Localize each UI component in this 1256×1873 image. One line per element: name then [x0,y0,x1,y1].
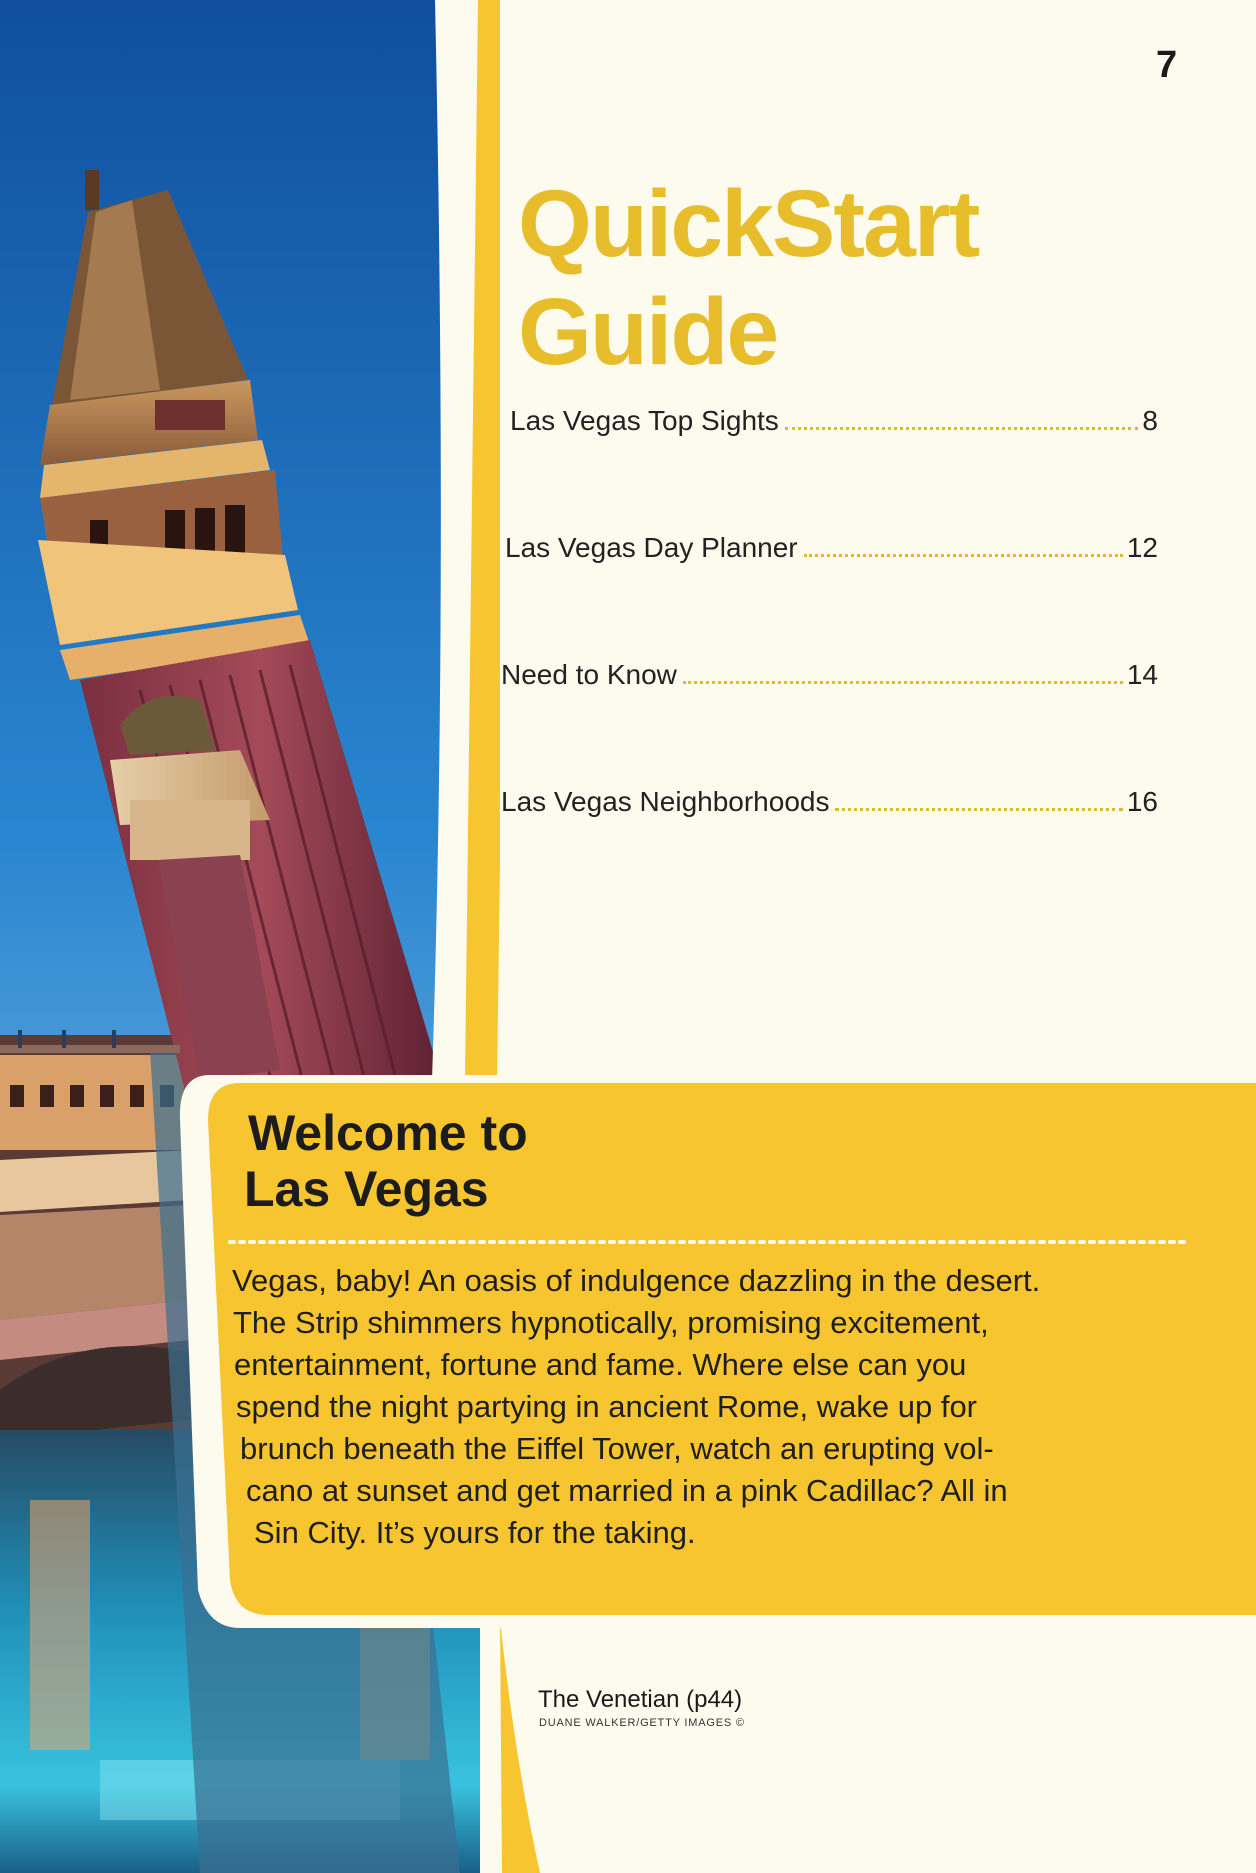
toc-entry-page: 8 [1142,405,1158,436]
welcome-line: spend the night partying in ancient Rome, wake up for [236,1389,978,1424]
toc-entry-page: 12 [1126,532,1158,563]
toc-entry-label: Las Vegas Day Planner [505,532,798,563]
welcome-line: brunch beneath the Eiffel Tower, watch an erupting vol- [240,1431,994,1466]
toc-entry-need-to-know[interactable] [501,659,1158,691]
page-title-line-1: QuickStart [518,171,979,277]
toc-entry-label: Las Vegas Neighborhoods [501,786,830,817]
toc-entry-top-sights[interactable] [510,405,1158,437]
welcome-line: The Strip shimmers hypnotically, promising excitement, [233,1305,989,1340]
welcome-line: entertainment, fortune and fame. Where else can you [234,1347,967,1382]
toc-dot-leader [804,554,1123,557]
toc-entry-label: Las Vegas Top Sights [510,405,779,436]
toc-entry-page: 14 [1126,659,1158,690]
page-number: 7 [1156,44,1178,86]
toc-entry-page: 16 [1126,786,1158,817]
welcome-heading-line-2: Las Vegas [244,1161,489,1217]
welcome-paragraph [232,1260,1152,1554]
welcome-line: Vegas, baby! An oasis of indulgence dazzling in the desert. [232,1263,1041,1298]
welcome-line: Sin City. It’s yours for the taking. [254,1515,696,1550]
toc-entry-neighborhoods[interactable] [501,786,1158,818]
photo-caption: The Venetian (p44) [538,1686,743,1713]
photo-credit: DUANE WALKER/GETTY IMAGES © [539,1717,745,1729]
welcome-line: cano at sunset and get married in a pink Cadillac? All in [246,1473,1008,1508]
page-title [518,170,978,386]
toc-dot-leader [835,808,1122,811]
page-title-line-2: Guide [518,279,778,385]
toc-dot-leader [785,427,1139,430]
welcome-heading [244,1105,528,1217]
welcome-heading-line-1: Welcome to [248,1105,528,1161]
toc-dot-leader [683,681,1123,684]
toc-entry-label: Need to Know [501,659,677,690]
toc-entry-day-planner[interactable] [505,532,1158,564]
